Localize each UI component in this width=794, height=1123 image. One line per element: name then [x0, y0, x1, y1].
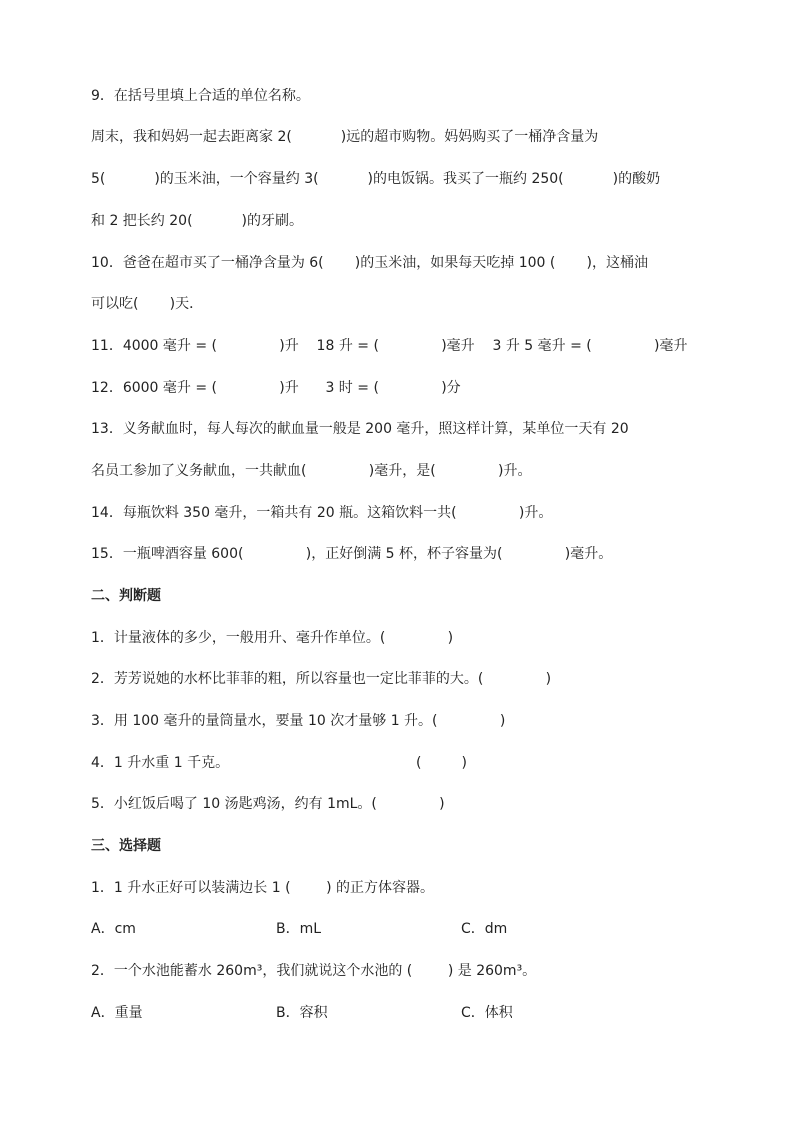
- choice-question-2-option-c: C．体积: [461, 1005, 513, 1021]
- judgement-item-4: 4．1 升水重 1 千克。 ( ): [91, 755, 467, 771]
- choice-question-2-option-b: B．容积: [276, 1005, 328, 1021]
- question-9-title: 9．在括号里填上合适的单位名称。: [91, 88, 310, 104]
- question-13-line-1: 13．义务献血时，每人每次的献血量一般是 200 毫升，照这样计算，某单位一天有 20: [91, 421, 629, 437]
- choice-question-2-option-a: A．重量: [91, 1005, 143, 1021]
- choice-question-1-option-b: B．mL: [276, 921, 322, 937]
- choice-question-2-stem: 2．一个水池能蓄水 260m³，我们就说这个水池的 ( ) 是 260m³。: [91, 963, 537, 979]
- judgement-item-3: 3．用 100 毫升的量筒量水，要量 10 次才量够 1 升。( ): [91, 713, 506, 729]
- question-13-line-2: 名员工参加了义务献血，一共献血( )毫升，是( )升。: [91, 463, 532, 479]
- judgement-item-5: 5．小红饭后喝了 10 汤匙鸡汤，约有 1mL。( ): [91, 796, 445, 812]
- question-10-line-1: 10．爸爸在超市买了一桶净含量为 6( )的玉米油，如果每天吃掉 100 ( )，这桶油: [91, 255, 648, 271]
- section-heading-choice: 三、选择题: [91, 838, 161, 854]
- question-9-text-line-2: 5( )的玉米油，一个容量约 3( )的电饭锅。我买了一瓶约 250( )的酸奶: [91, 171, 661, 187]
- question-10-line-2: 可以吃( )天．: [91, 296, 204, 312]
- question-9-text-line-1: 周末，我和妈妈一起去距离家 2( )远的超市购物。妈妈购买了一桶净含量为: [91, 129, 599, 145]
- question-12: 12．6000 毫升 = ( )升 3 时 = ( )分: [91, 380, 461, 396]
- section-heading-judgement: 二、判断题: [91, 588, 161, 604]
- choice-question-1-option-a: A．cm: [91, 921, 136, 937]
- question-14: 14．每瓶饮料 350 毫升，一箱共有 20 瓶。这箱饮料一共( )升。: [91, 505, 553, 521]
- question-9-text-line-3: 和 2 把长约 20( )的牙刷。: [91, 213, 303, 229]
- judgement-item-2: 2．芳芳说她的水杯比菲菲的粗，所以容量也一定比菲菲的大。( ): [91, 671, 552, 687]
- question-15: 15．一瓶啤酒容量 600( )，正好倒满 5 杯，杯子容量为( )毫升。: [91, 546, 613, 562]
- judgement-item-1: 1．计量液体的多少，一般用升、毫升作单位。( ): [91, 630, 454, 646]
- question-11: 11．4000 毫升 = ( )升 18 升 = ( )毫升 3 升 5 毫升 = ( )毫升: [91, 338, 688, 354]
- choice-question-1-option-c: C．dm: [461, 921, 508, 937]
- choice-question-1-stem: 1．1 升水正好可以装满边长 1 ( ) 的正方体容器。: [91, 880, 435, 896]
